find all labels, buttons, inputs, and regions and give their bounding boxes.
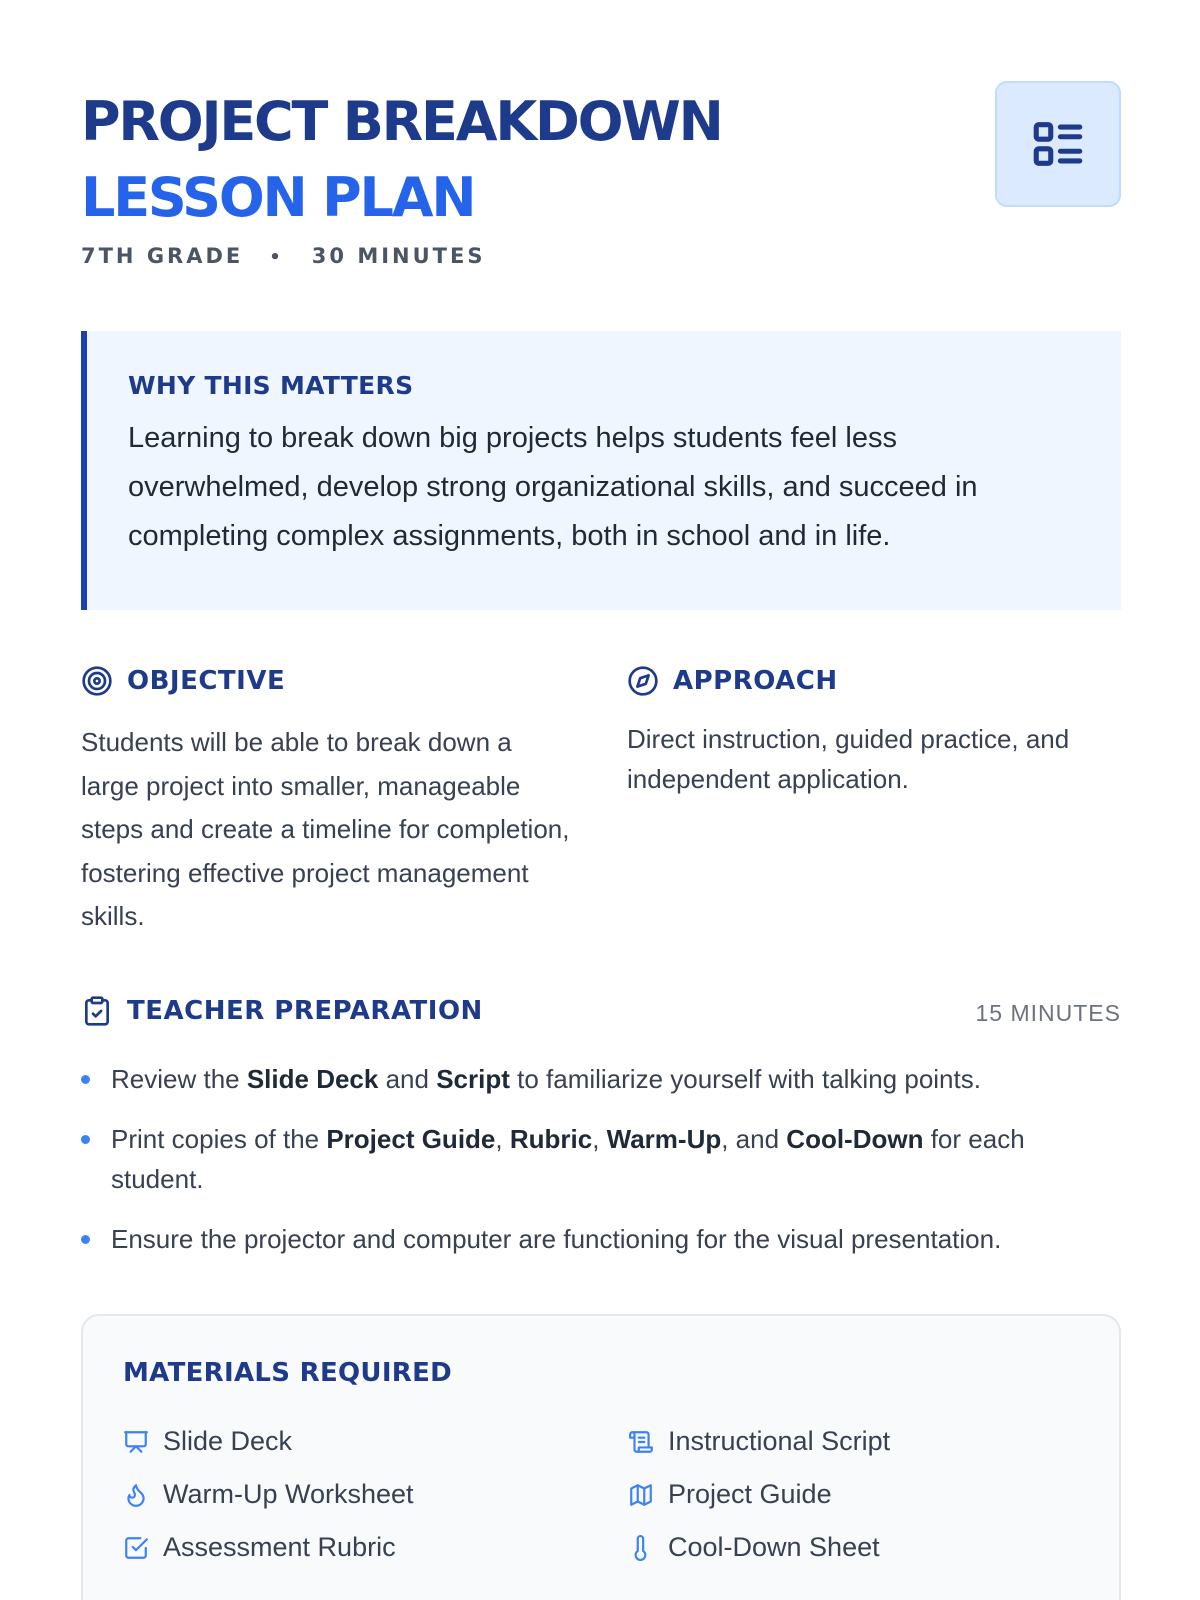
objective-title: OBJECTIVE xyxy=(127,666,286,696)
checkbox-icon xyxy=(123,1535,149,1561)
materials-panel xyxy=(81,1314,1121,1600)
page-title-line1: PROJECT BREAKDOWN xyxy=(81,90,722,153)
preparation-heading xyxy=(81,995,1121,1027)
list-layout-icon xyxy=(1029,115,1087,173)
material-assessment-rubric: Assessment Rubric xyxy=(123,1532,628,1563)
why-title: WHY THIS MATTERS xyxy=(128,371,414,400)
lesson-meta xyxy=(81,244,485,268)
clipboard-check-icon xyxy=(81,995,113,1027)
material-instructional-script: Instructional Script xyxy=(628,1426,1083,1457)
approach-section xyxy=(627,665,1121,799)
meta-separator: • xyxy=(269,247,284,268)
page-title-line2: LESSON PLAN xyxy=(81,166,475,229)
thermometer-icon xyxy=(628,1535,654,1561)
why-this-matters-panel xyxy=(81,331,1121,610)
material-slide-deck: Slide Deck xyxy=(123,1426,628,1457)
material-project-guide: Project Guide xyxy=(628,1479,1083,1510)
list-item: Review the Slide Deck and Script to familiarize yourself with talking points. xyxy=(81,1059,1121,1099)
page-header xyxy=(81,84,1121,284)
teacher-preparation-section xyxy=(81,995,1121,1279)
lesson-plan-page xyxy=(81,0,1121,1600)
objective-heading xyxy=(81,665,571,697)
bullet-dot xyxy=(81,1075,90,1084)
preparation-title: TEACHER PREPARATION xyxy=(127,996,483,1026)
preparation-duration: 15 MINUTES xyxy=(975,1000,1121,1026)
material-warm-up-worksheet: Warm-Up Worksheet xyxy=(123,1479,628,1510)
approach-heading xyxy=(627,665,1121,697)
objective-text: Students will be able to break down a large project into smaller, manageable steps and create a timeline for completion, fostering effective project management skills. xyxy=(81,727,570,931)
compass-icon xyxy=(627,665,659,697)
approach-title: APPROACH xyxy=(673,666,838,696)
lesson-duration: 30 MINUTES xyxy=(311,244,486,268)
materials-title: MATERIALS REQUIRED xyxy=(123,1358,453,1388)
materials-list xyxy=(123,1426,1083,1563)
list-item: Ensure the projector and computer are functioning for the visual presentation. xyxy=(81,1219,1121,1259)
bullet-dot xyxy=(81,1235,90,1244)
list-item: Print copies of the Project Guide, Rubric, Warm-Up, and Cool-Down for each student. xyxy=(81,1119,1121,1199)
flame-icon xyxy=(123,1482,149,1508)
map-icon xyxy=(628,1482,654,1508)
why-text: Learning to break down big projects helps students feel less overwhelmed, develop strong organizational skills, and succeed in completing complex assignments, both in school and in life. xyxy=(128,422,978,552)
approach-text: Direct instruction, guided practice, and independent application. xyxy=(627,724,1070,794)
objective-section xyxy=(81,665,571,939)
preparation-list xyxy=(81,1059,1121,1259)
bullet-dot xyxy=(81,1135,90,1144)
presentation-icon xyxy=(123,1429,149,1455)
header-badge xyxy=(995,81,1121,207)
script-icon xyxy=(628,1429,654,1455)
grade-level: 7TH GRADE xyxy=(81,244,244,268)
target-icon xyxy=(81,665,113,697)
material-cool-down-sheet: Cool-Down Sheet xyxy=(628,1532,1083,1563)
